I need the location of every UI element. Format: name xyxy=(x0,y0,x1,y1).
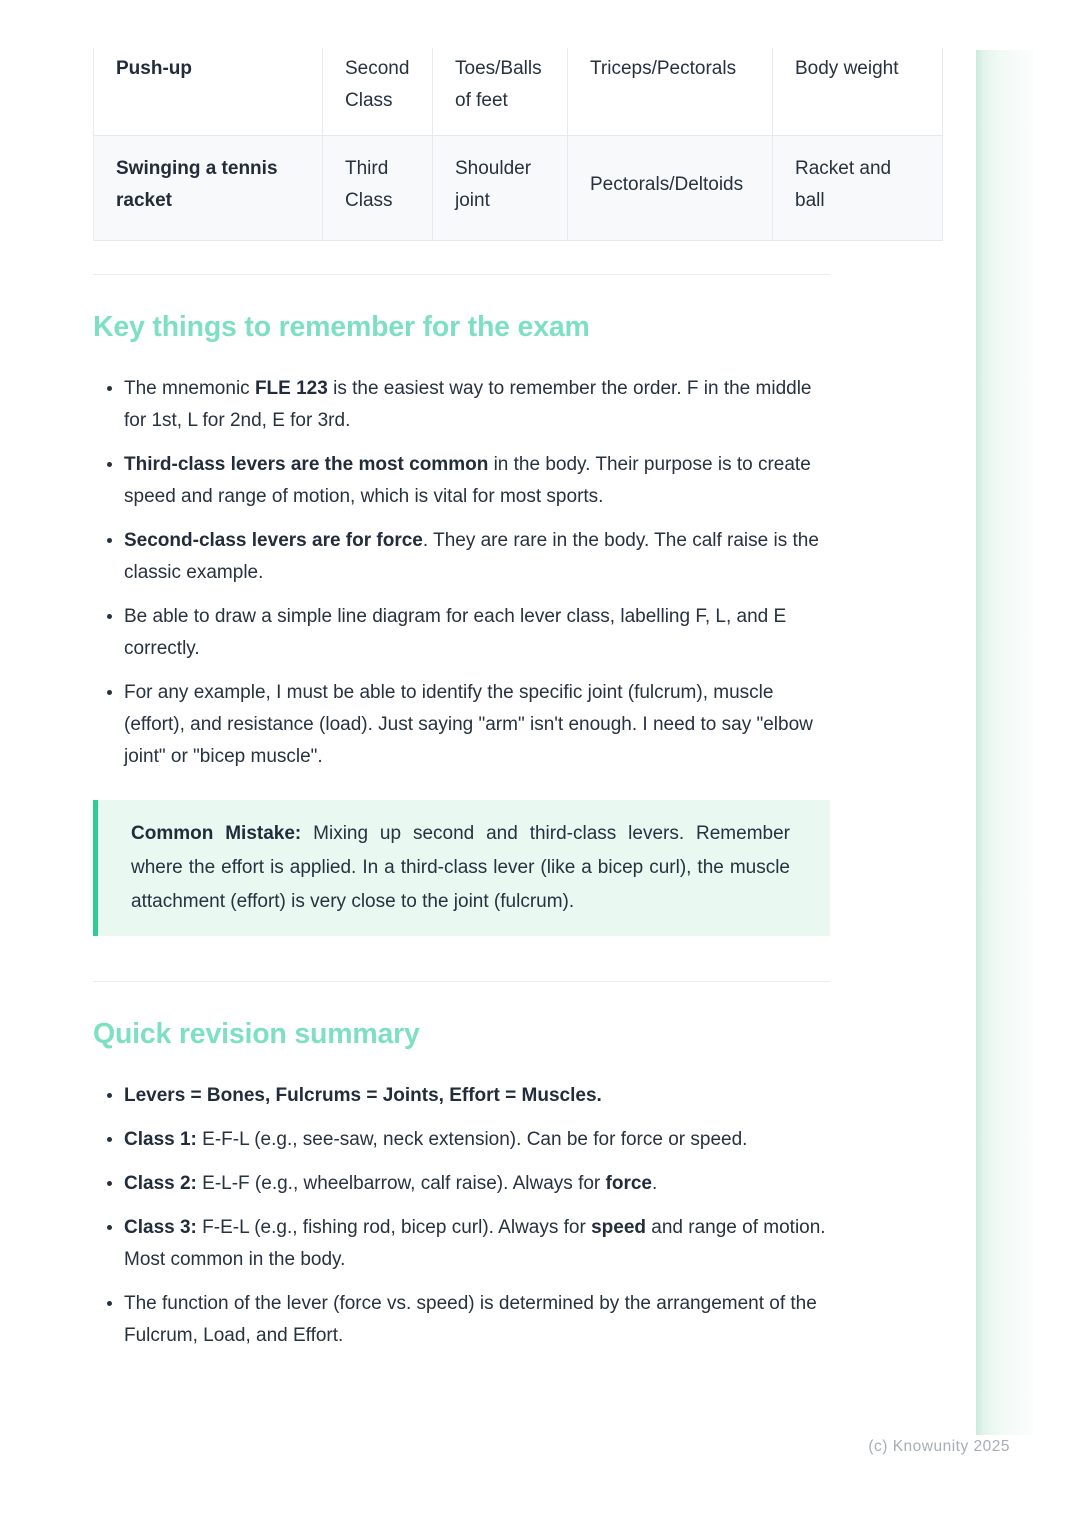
table-cell: Racket and ball xyxy=(773,135,943,240)
text-segment: speed xyxy=(591,1216,647,1238)
right-accent-strip xyxy=(976,50,1033,1435)
table-cell: Triceps/Pectorals xyxy=(568,48,773,135)
text-segment: Common Mistake: xyxy=(131,822,302,844)
footer-copyright: (c) Knowunity 2025 xyxy=(868,1438,1010,1455)
text-segment: is the easiest way to remember the order. F in the middle for 1st, L for 2nd, E for 3rd. xyxy=(124,377,812,431)
document-content xyxy=(93,48,942,1352)
table-cell: Swinging a tennis racket xyxy=(94,135,323,240)
callout-text xyxy=(131,817,790,919)
text-segment: Be able to draw a simple line diagram for each lever class, labelling F, L, and E correctly. xyxy=(124,605,787,659)
section-title-key-things: Key things to remember for the exam xyxy=(93,310,590,343)
text-segment: For any example, I must be able to identify the specific joint (fulcrum), muscle (effort), and resistance (load). Just saying "arm" isn't enough. I need to say "elbow joint" or "bicep muscle". xyxy=(124,681,813,767)
text-segment: F-E-L (e.g., fishing rod, bicep curl). Always for xyxy=(196,1216,592,1238)
text-segment: E-L-F (e.g., wheelbarrow, calf raise). Always for xyxy=(196,1172,606,1194)
list-item xyxy=(124,677,830,773)
list-item xyxy=(124,373,830,437)
key-things-list xyxy=(93,373,830,773)
lever-examples-table xyxy=(93,48,943,241)
text-segment: E-F-L (e.g., see-saw, neck extension). Can be for force or speed. xyxy=(196,1128,748,1150)
list-item xyxy=(124,525,830,589)
table-cell: Toes/Balls of feet xyxy=(433,48,568,135)
text-segment: Class 2: xyxy=(124,1172,197,1194)
section-divider xyxy=(93,981,830,982)
quick-revision-list xyxy=(93,1080,830,1352)
list-item xyxy=(124,1080,830,1112)
text-segment: The mnemonic xyxy=(124,377,255,399)
list-item xyxy=(124,601,830,665)
list-item xyxy=(124,449,830,513)
table-cell: Shoulder joint xyxy=(433,135,568,240)
lever-examples-table-body xyxy=(94,48,943,240)
text-segment: Third-class levers are the most common xyxy=(124,453,489,475)
list-item xyxy=(124,1288,830,1352)
table-cell: Third Class xyxy=(323,135,433,240)
list-item xyxy=(124,1212,830,1276)
text-segment: Mixing up second and third-class levers. Remember where the effort is applied. In a third-class lever (like a bicep curl), the muscle attachment (effort) is very close to the joint (fulcrum). xyxy=(131,822,790,912)
section-divider xyxy=(93,274,830,275)
text-segment: FLE 123 xyxy=(254,377,328,399)
common-mistake-callout xyxy=(93,800,830,936)
table-cell: Pectorals/Deltoids xyxy=(568,135,773,240)
list-item xyxy=(124,1124,830,1156)
table-cell: Second Class xyxy=(323,48,433,135)
text-segment: Levers = Bones, Fulcrums = Joints, Effort = Muscles. xyxy=(124,1084,602,1106)
text-segment: Class 3: xyxy=(124,1216,197,1238)
list-item xyxy=(124,1168,830,1200)
table-row xyxy=(94,48,943,135)
text-segment: . They are rare in the body. The calf raise is the classic example. xyxy=(124,529,819,583)
text-segment: in the body. Their purpose is to create speed and range of motion, which is vital for most sports. xyxy=(124,453,811,507)
table-cell: Push-up xyxy=(94,48,323,135)
text-segment: The function of the lever (force vs. speed) is determined by the arrangement of the Fulcrum, Load, and Effort. xyxy=(124,1292,817,1346)
section-title-quick-revision: Quick revision summary xyxy=(93,1017,420,1050)
text-segment: . xyxy=(651,1172,658,1194)
table-row xyxy=(94,135,943,240)
text-segment: and range of motion. Most common in the body. xyxy=(124,1216,826,1270)
text-segment: Class 1: xyxy=(124,1128,197,1150)
text-segment: force xyxy=(605,1172,652,1194)
text-segment: Second-class levers are for force xyxy=(124,529,423,551)
table-cell: Body weight xyxy=(773,48,943,135)
